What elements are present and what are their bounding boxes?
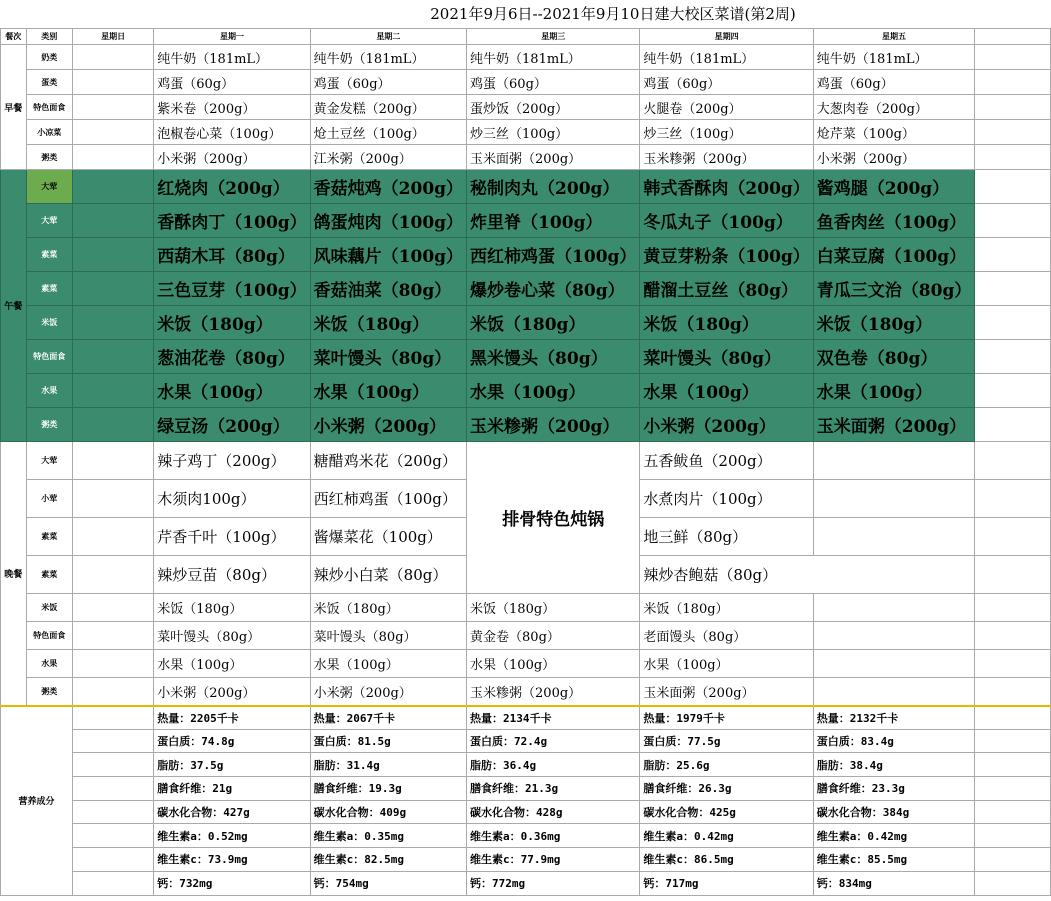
- meal-label: 早餐: [1, 45, 27, 170]
- category-cell: 蛋类: [26, 70, 72, 95]
- dish-cell: 地三鲜（80g）: [640, 518, 813, 556]
- category-cell: 素菜: [26, 272, 72, 306]
- dish-cell: 米饭（180g）: [467, 306, 640, 340]
- nutrition-cell: 蛋白质：83.4g: [813, 729, 975, 753]
- category-cell: 素菜: [26, 238, 72, 272]
- dish-cell: 纯牛奶（181mL）: [467, 45, 640, 70]
- empty-cell: [975, 170, 1051, 204]
- dish-cell: 双色卷（80g）: [813, 340, 975, 374]
- dish-cell: 水果（100g）: [640, 650, 813, 678]
- empty-cell: [975, 800, 1051, 824]
- category-cell: 粥类: [26, 145, 72, 170]
- empty-cell: [975, 556, 1051, 594]
- dish-cell: 菜叶馒头（80g）: [310, 340, 466, 374]
- dish-cell: 鱼香肉丝（100g）: [813, 204, 975, 238]
- nutrition-cell: 脂肪：31.4g: [310, 753, 466, 777]
- dish-cell: 菜叶馒头（80g）: [154, 622, 310, 650]
- nutrition-cell: 维生素a：0.52mg: [154, 824, 310, 848]
- nutrition-cell: 钙：717mg: [640, 871, 813, 895]
- dish-cell: 辣子鸡丁（200g）: [154, 442, 310, 480]
- nutrition-cell: 维生素c：77.9mg: [467, 848, 640, 872]
- nutrition-cell: 钙：754mg: [310, 871, 466, 895]
- dish-cell: 黄金发糕（200g）: [310, 95, 466, 120]
- category-cell: 特色面食: [26, 340, 72, 374]
- dish-cell: 三色豆芽（100g）: [154, 272, 310, 306]
- dish-cell: 纯牛奶（181mL）: [813, 45, 975, 70]
- sunday-cell: [72, 145, 153, 170]
- dish-cell: 鸡蛋（60g）: [640, 70, 813, 95]
- dish-cell: 葱油花卷（80g）: [154, 340, 310, 374]
- dish-cell: 水果（100g）: [310, 650, 466, 678]
- header-cell: 星期三: [467, 29, 640, 45]
- dish-cell: 水煮肉片（100g）: [640, 480, 813, 518]
- sunday-cell: [72, 204, 153, 238]
- dish-cell: 炸里脊（100g）: [467, 204, 640, 238]
- dish-cell: 鸽蛋炖肉（100g）: [310, 204, 466, 238]
- sunday-cell: [72, 556, 153, 594]
- empty-cell: [975, 306, 1051, 340]
- category-cell: 素菜: [26, 518, 72, 556]
- dish-cell: 米饭（180g）: [154, 594, 310, 622]
- meal-label: 晚餐: [1, 442, 27, 706]
- sunday-cell: [72, 70, 153, 95]
- nutrition-cell: 碳水化合物：384g: [813, 800, 975, 824]
- dish-cell: 鸡蛋（60g）: [154, 70, 310, 95]
- empty-cell: [975, 650, 1051, 678]
- category-cell: 素菜: [26, 556, 72, 594]
- empty-cell: [975, 824, 1051, 848]
- empty-cell: [975, 777, 1051, 801]
- dish-cell: 玉米糁粥（200g）: [467, 678, 640, 706]
- nutrition-cell: 维生素c：85.5mg: [813, 848, 975, 872]
- category-cell: 特色面食: [26, 622, 72, 650]
- dish-cell: 鸡蛋（60g）: [310, 70, 466, 95]
- special-hotpot-cell: 排骨特色炖锅: [467, 442, 640, 594]
- header-cell: 餐次: [1, 29, 27, 45]
- sunday-cell: [72, 120, 153, 145]
- nutrition-cell: 维生素c：86.5mg: [640, 848, 813, 872]
- dish-cell: 玉米糁粥（200g）: [467, 408, 640, 442]
- category-cell: 米饭: [26, 594, 72, 622]
- category-cell: 水果: [26, 374, 72, 408]
- dish-cell: 大葱肉卷（200g）: [813, 95, 975, 120]
- nutrition-cell: 膳食纤维：21g: [154, 777, 310, 801]
- empty-cell: [975, 408, 1051, 442]
- nutrition-cell: 碳水化合物：425g: [640, 800, 813, 824]
- empty-cell: [975, 848, 1051, 872]
- dish-cell: 酱鸡腿（200g）: [813, 170, 975, 204]
- category-cell: 米饭: [26, 306, 72, 340]
- nutrition-cell: 碳水化合物：428g: [467, 800, 640, 824]
- empty-cell: [975, 678, 1051, 706]
- dish-cell: 韩式香酥肉（200g）: [640, 170, 813, 204]
- dish-cell: 黄豆芽粉条（100g）: [640, 238, 813, 272]
- dish-cell: 米饭（180g）: [154, 306, 310, 340]
- header-cell: 星期四: [640, 29, 813, 45]
- sunday-cell: [72, 678, 153, 706]
- empty-cell: [975, 238, 1051, 272]
- empty-cell: [975, 706, 1051, 730]
- dish-cell: 西红柿鸡蛋（100g）: [467, 238, 640, 272]
- sunday-cell: [72, 170, 153, 204]
- dish-cell: 米饭（180g）: [640, 594, 813, 622]
- dish-cell: 西红柿鸡蛋（100g）: [310, 480, 466, 518]
- dish-cell: 炝土豆丝（100g）: [310, 120, 466, 145]
- sunday-cell: [72, 871, 153, 895]
- sunday-cell: [72, 95, 153, 120]
- category-cell: 大荤: [26, 170, 72, 204]
- header-empty: [975, 29, 1051, 45]
- empty-cell: [813, 480, 975, 518]
- dish-cell: 纯牛奶（181mL）: [154, 45, 310, 70]
- category-cell: 小凉菜: [26, 120, 72, 145]
- dish-cell: 糖醋鸡米花（200g）: [310, 442, 466, 480]
- empty-cell: [975, 442, 1051, 480]
- empty-cell: [813, 518, 975, 556]
- page-title: 2021年9月6日--2021年9月10日建大校区菜谱(第2周): [430, 5, 796, 23]
- nutrition-cell: 脂肪：38.4g: [813, 753, 975, 777]
- sunday-cell: [72, 622, 153, 650]
- dish-cell: 白菜豆腐（100g）: [813, 238, 975, 272]
- empty-cell: [975, 729, 1051, 753]
- dish-cell: 小米粥（200g）: [813, 145, 975, 170]
- dish-cell: 水果（100g）: [154, 650, 310, 678]
- empty-cell: [813, 622, 975, 650]
- dish-cell: 炒三丝（100g）: [467, 120, 640, 145]
- dish-cell: 玉米面粥（200g）: [467, 145, 640, 170]
- dish-cell: 木须肉100g）: [154, 480, 310, 518]
- dish-cell: 鸡蛋（60g）: [467, 70, 640, 95]
- nutrition-cell: 蛋白质：74.8g: [154, 729, 310, 753]
- dish-cell: 水果（100g）: [154, 374, 310, 408]
- nutrition-cell: 碳水化合物：427g: [154, 800, 310, 824]
- category-cell: 小荤: [26, 480, 72, 518]
- dish-cell: 绿豆汤（200g）: [154, 408, 310, 442]
- nutrition-cell: 膳食纤维：21.3g: [467, 777, 640, 801]
- category-cell: 水果: [26, 650, 72, 678]
- dish-cell: 小米粥（200g）: [154, 145, 310, 170]
- sunday-cell: [72, 753, 153, 777]
- empty-cell: [975, 753, 1051, 777]
- category-cell: 奶类: [26, 45, 72, 70]
- empty-cell: [975, 272, 1051, 306]
- nutrition-cell: 热量：1979千卡: [640, 706, 813, 730]
- dish-cell: 老面馒头（80g）: [640, 622, 813, 650]
- dish-cell: 爆炒卷心菜（80g）: [467, 272, 640, 306]
- sunday-cell: [72, 480, 153, 518]
- nutrition-cell: 热量：2067千卡: [310, 706, 466, 730]
- dish-cell: 冬瓜丸子（100g）: [640, 204, 813, 238]
- dish-cell: 辣炒小白菜（80g）: [310, 556, 466, 594]
- nutrition-cell: 热量：2132千卡: [813, 706, 975, 730]
- empty-cell: [975, 95, 1051, 120]
- dish-cell: 小米粥（200g）: [310, 408, 466, 442]
- dish-cell: 黑米馒头（80g）: [467, 340, 640, 374]
- nutrition-cell: 维生素c：82.5mg: [310, 848, 466, 872]
- header-cell: 星期一: [154, 29, 310, 45]
- nutrition-cell: 钙：772mg: [467, 871, 640, 895]
- sunday-cell: [72, 650, 153, 678]
- dish-cell: 纯牛奶（181mL）: [310, 45, 466, 70]
- nutrition-cell: 碳水化合物：409g: [310, 800, 466, 824]
- sunday-cell: [72, 777, 153, 801]
- empty-cell: [813, 650, 975, 678]
- empty-cell: [975, 594, 1051, 622]
- header-cell: 星期二: [310, 29, 466, 45]
- sunday-cell: [72, 238, 153, 272]
- dish-cell: 火腿卷（200g）: [640, 95, 813, 120]
- nutrition-cell: 脂肪：36.4g: [467, 753, 640, 777]
- sunday-cell: [72, 824, 153, 848]
- empty-cell: [975, 45, 1051, 70]
- sunday-cell: [72, 340, 153, 374]
- empty-cell: [975, 622, 1051, 650]
- dish-cell: 红烧肉（200g）: [154, 170, 310, 204]
- dish-cell: 米饭（180g）: [310, 594, 466, 622]
- category-cell: 大荤: [26, 442, 72, 480]
- empty-cell: [975, 518, 1051, 556]
- dish-cell: 鸡蛋（60g）: [813, 70, 975, 95]
- empty-cell: [813, 594, 975, 622]
- dish-cell: 水果（100g）: [640, 374, 813, 408]
- sunday-cell: [72, 518, 153, 556]
- header-cell: 类别: [26, 29, 72, 45]
- dish-cell: 蛋炒饭（200g）: [467, 95, 640, 120]
- category-cell: 粥类: [26, 408, 72, 442]
- sunday-cell: [72, 306, 153, 340]
- sunday-cell: [72, 272, 153, 306]
- dish-cell: 香菇炖鸡（200g）: [310, 170, 466, 204]
- empty-cell: [975, 871, 1051, 895]
- nutrition-cell: 热量：2205千卡: [154, 706, 310, 730]
- category-cell: 粥类: [26, 678, 72, 706]
- dish-cell: 玉米面粥（200g）: [640, 678, 813, 706]
- nutrition-cell: 热量：2134千卡: [467, 706, 640, 730]
- dish-cell: 菜叶馒头（80g）: [640, 340, 813, 374]
- dish-cell: 秘制肉丸（200g）: [467, 170, 640, 204]
- dish-cell: 炝芹菜（100g）: [813, 120, 975, 145]
- menu-table: [0, 28, 1051, 896]
- empty-cell: [975, 480, 1051, 518]
- dish-cell: 水果（100g）: [813, 374, 975, 408]
- nutrition-cell: 蛋白质：81.5g: [310, 729, 466, 753]
- dish-cell: 香菇油菜（80g）: [310, 272, 466, 306]
- empty-cell: [975, 70, 1051, 95]
- dish-cell: 青瓜三文治（80g）: [813, 272, 975, 306]
- dish-cell: 紫米卷（200g）: [154, 95, 310, 120]
- sunday-cell: [72, 800, 153, 824]
- dish-cell: 水果（100g）: [310, 374, 466, 408]
- nutrition-cell: 膳食纤维：26.3g: [640, 777, 813, 801]
- dish-cell: 酱爆菜花（100g）: [310, 518, 466, 556]
- dish-cell: 五香鲅鱼（200g）: [640, 442, 813, 480]
- dish-cell: 江米粥（200g）: [310, 145, 466, 170]
- dish-cell: 玉米糁粥（200g）: [640, 145, 813, 170]
- dish-cell: 小米粥（200g）: [640, 408, 813, 442]
- dish-cell: 香酥肉丁（100g）: [154, 204, 310, 238]
- dish-cell: 菜叶馒头（80g）: [310, 622, 466, 650]
- dish-cell: 米饭（180g）: [640, 306, 813, 340]
- empty-cell: [975, 145, 1051, 170]
- dish-cell: 芹香千叶（100g）: [154, 518, 310, 556]
- sunday-cell: [72, 408, 153, 442]
- category-cell: 特色面食: [26, 95, 72, 120]
- nutrition-label: 营养成分: [1, 706, 73, 896]
- dish-cell: 水果（100g）: [467, 650, 640, 678]
- sunday-cell: [72, 706, 153, 730]
- header-cell: 星期五: [813, 29, 975, 45]
- dish-cell: 泡椒卷心菜（100g）: [154, 120, 310, 145]
- nutrition-cell: 维生素c：73.9mg: [154, 848, 310, 872]
- header-cell: 星期日: [72, 29, 153, 45]
- nutrition-cell: 膳食纤维：23.3g: [813, 777, 975, 801]
- empty-cell: [813, 442, 975, 480]
- nutrition-cell: 脂肪：37.5g: [154, 753, 310, 777]
- nutrition-cell: 维生素a：0.42mg: [640, 824, 813, 848]
- dish-cell: 黄金卷（80g）: [467, 622, 640, 650]
- empty-cell: [975, 340, 1051, 374]
- empty-cell: [975, 374, 1051, 408]
- dish-cell: 西葫木耳（80g）: [154, 238, 310, 272]
- nutrition-cell: 膳食纤维：19.3g: [310, 777, 466, 801]
- dish-cell: 小米粥（200g）: [310, 678, 466, 706]
- dish-cell: 米饭（180g）: [813, 306, 975, 340]
- dish-cell: 风味藕片（100g）: [310, 238, 466, 272]
- nutrition-cell: 蛋白质：72.4g: [467, 729, 640, 753]
- dish-cell: 醋溜土豆丝（80g）: [640, 272, 813, 306]
- dish-cell: 小米粥（200g）: [154, 678, 310, 706]
- dish-cell: 炒三丝（100g）: [640, 120, 813, 145]
- sunday-cell: [72, 45, 153, 70]
- nutrition-cell: 维生素a：0.42mg: [813, 824, 975, 848]
- empty-cell: [975, 120, 1051, 145]
- sunday-cell: [72, 594, 153, 622]
- sunday-cell: [72, 442, 153, 480]
- dish-cell: 辣炒杏鲍菇（80g）: [640, 556, 975, 594]
- nutrition-cell: 维生素a：0.35mg: [310, 824, 466, 848]
- dish-cell: 水果（100g）: [467, 374, 640, 408]
- nutrition-cell: 脂肪：25.6g: [640, 753, 813, 777]
- dish-cell: 玉米面粥（200g）: [813, 408, 975, 442]
- sunday-cell: [72, 848, 153, 872]
- dish-cell: 米饭（180g）: [310, 306, 466, 340]
- dish-cell: 米饭（180g）: [467, 594, 640, 622]
- nutrition-cell: 维生素a：0.36mg: [467, 824, 640, 848]
- sunday-cell: [72, 374, 153, 408]
- empty-cell: [975, 204, 1051, 238]
- dish-cell: 辣炒豆苗（80g）: [154, 556, 310, 594]
- empty-cell: [813, 678, 975, 706]
- sunday-cell: [72, 729, 153, 753]
- nutrition-cell: 钙：834mg: [813, 871, 975, 895]
- nutrition-cell: 钙：732mg: [154, 871, 310, 895]
- category-cell: 大荤: [26, 204, 72, 238]
- meal-label: 午餐: [1, 170, 27, 442]
- dish-cell: 纯牛奶（181mL）: [640, 45, 813, 70]
- nutrition-cell: 蛋白质：77.5g: [640, 729, 813, 753]
